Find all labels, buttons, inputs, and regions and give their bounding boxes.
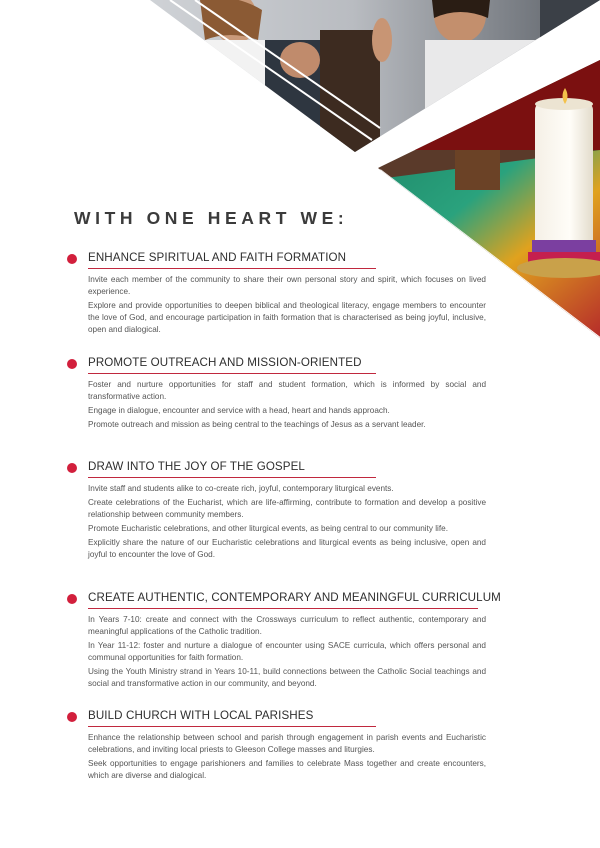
section-paragraph: Foster and nurture opportunities for staff and student formation, which is informed by social and transformative action. bbox=[88, 380, 486, 401]
section-paragraph: Invite each member of the community to share their own personal story and spirit, which focuses on lived experience. bbox=[88, 275, 486, 296]
section-underline bbox=[88, 608, 478, 609]
section-paragraph: Seek opportunities to engage parishioners and families to celebrate Mass together and create encounters, which are diverse and dialogical. bbox=[88, 759, 486, 780]
page-heading: WITH ONE HEART WE: bbox=[74, 208, 349, 228]
section-outreach-mission bbox=[66, 356, 486, 433]
section-local-parishes bbox=[66, 709, 486, 784]
section-title: DRAW INTO THE JOY OF THE GOSPEL bbox=[88, 460, 305, 473]
section-joy-of-gospel bbox=[66, 460, 486, 563]
bullet-dot bbox=[67, 594, 77, 604]
section-paragraph: Explicitly share the nature of our Eucharistic celebrations and liturgical events as being inclusive, open and joyful to encounter the love of God. bbox=[88, 538, 486, 559]
section-paragraph: In Years 7-10: create and connect with the Crossways curriculum to reflect authentic, contemporary and meaningful applications of the Catholic tradition. bbox=[88, 615, 486, 636]
bullet-dot bbox=[67, 712, 77, 722]
section-underline bbox=[88, 268, 376, 269]
section-underline bbox=[88, 726, 376, 727]
bullet-dot bbox=[67, 463, 77, 473]
section-title: ENHANCE SPIRITUAL AND FAITH FORMATION bbox=[88, 251, 347, 264]
bullet-dot bbox=[67, 359, 77, 369]
section-curriculum bbox=[66, 591, 501, 692]
bullet-dot bbox=[67, 254, 77, 264]
section-paragraph: Using the Youth Ministry strand in Years 10-11, build connections between the Catholic Social teachings and social and transformative action in our community, and beyond. bbox=[88, 667, 486, 688]
section-paragraph: Promote Eucharistic celebrations, and other liturgical events, as being central to our community life. bbox=[88, 524, 448, 533]
section-paragraph: Explore and provide opportunities to deepen biblical and theological literacy, engage members to encounter the love of God, and encourage participation in faith formation that is characterised as being joyful, inclusive, open and dialogical. bbox=[88, 301, 486, 334]
section-title: PROMOTE OUTREACH AND MISSION-ORIENTED bbox=[88, 356, 362, 369]
section-underline bbox=[88, 373, 376, 374]
section-title: CREATE AUTHENTIC, CONTEMPORARY AND MEANINGFUL CURRICULUM bbox=[88, 591, 501, 604]
section-paragraph: Invite staff and students alike to co-create rich, joyful, contemporary liturgical events. bbox=[88, 484, 394, 493]
section-title: BUILD CHURCH WITH LOCAL PARISHES bbox=[88, 709, 314, 722]
section-paragraph: Enhance the relationship between school and parish through engagement in parish events and Eucharistic celebrations, and inviting local priests to Gleeson College masses and liturgies. bbox=[88, 733, 486, 754]
section-paragraph: Create celebrations of the Eucharist, which are life-affirming, contribute to formation and develop a positive relationship between community members. bbox=[88, 498, 486, 519]
section-paragraph: Engage in dialogue, encounter and service with a head, heart and hands approach. bbox=[88, 406, 390, 415]
section-paragraph: Promote outreach and mission as being central to the teachings of Jesus as a servant leader. bbox=[88, 420, 426, 429]
section-spiritual-formation bbox=[66, 251, 486, 338]
section-paragraph: In Year 11-12: foster and nurture a dialogue of encounter using SACE curricula, which offers personal and communal opportunities for faith formation. bbox=[88, 641, 486, 662]
section-underline bbox=[88, 477, 376, 478]
